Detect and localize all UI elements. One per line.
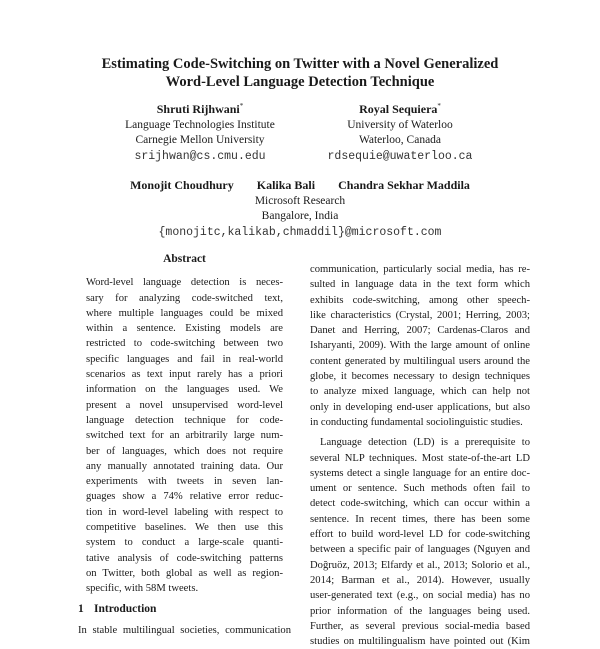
author-affiliation: Waterloo, Canada bbox=[358, 134, 442, 146]
group-author-names bbox=[0, 178, 600, 194]
author-block-1 bbox=[80, 99, 320, 164]
paper-title-line-2: Word-Level Language Detection Technique bbox=[165, 74, 435, 90]
text-line: between a specific pair of languages (Nguyen and bbox=[310, 544, 530, 556]
text-line: switched text for an arbitrarily large num- bbox=[86, 430, 283, 442]
abstract-heading: Abstract bbox=[163, 253, 206, 265]
text-line: content generated by multilingual users around the bbox=[310, 355, 530, 367]
author-marker: * bbox=[437, 102, 441, 110]
text-line: user-generated text (e.g., on social media) has no bbox=[310, 590, 530, 602]
text-line: in conducting fundamental sociolinguistic studies. bbox=[310, 416, 523, 428]
group-organization: Microsoft Research bbox=[254, 194, 346, 207]
text-line: prior information of the languages being used. bbox=[310, 605, 530, 617]
paragraph bbox=[310, 435, 530, 649]
author-email[interactable]: srijhwan@cs.cmu.edu bbox=[134, 149, 266, 163]
author-name: Kalika Bali bbox=[256, 178, 316, 192]
text-line: to analyze mixed language, which can help not bbox=[310, 386, 530, 398]
left-column bbox=[78, 252, 291, 638]
text-line: information on the languages used. We bbox=[86, 384, 283, 396]
text-line: 2014; Barman et al., 2014). However, usually bbox=[310, 574, 530, 586]
text-line: Isharyanti, 2009). With the large amount of online bbox=[310, 340, 530, 352]
text-line: competitive baselines. We then use this bbox=[86, 522, 283, 534]
author-marker: * bbox=[239, 102, 244, 110]
text-line: globe, it becomes necessary to design techniques bbox=[310, 371, 530, 383]
text-line: several NLP techniques. Most state-of-the-art LD bbox=[310, 452, 530, 464]
text-line: experiments with tweets in seven lan- bbox=[86, 476, 283, 488]
author-email[interactable]: rdsequie@uwaterloo.ca bbox=[327, 149, 473, 163]
section-heading-introduction bbox=[78, 602, 291, 617]
text-line: restricted to code-switching between two bbox=[86, 338, 283, 350]
author-name: Monojit Choudhury bbox=[130, 178, 234, 192]
text-line: sulted in language data in the text form which bbox=[310, 279, 530, 291]
text-line: Word-level language detection is neces- bbox=[86, 277, 283, 289]
author-affiliation: University of Waterloo bbox=[347, 118, 453, 131]
abstract-body bbox=[78, 275, 291, 596]
text-line: specific languages and fail in real-world bbox=[86, 353, 283, 365]
text-line: scenarios as text input rarely has a priori bbox=[86, 369, 283, 381]
text-line: sary for analyzing code-switched text, bbox=[86, 292, 283, 304]
text-line: within a sentence. Existing models are bbox=[86, 323, 283, 335]
text-line: on Twitter, both global as well as region- bbox=[86, 567, 283, 579]
text-line: guages show a 74% relative error reduc- bbox=[86, 491, 283, 503]
text-line: communication, particularly social media, has re- bbox=[310, 264, 530, 275]
group-author-block bbox=[0, 178, 600, 240]
text-line: sentence. In recent times, there has been some bbox=[310, 513, 530, 525]
text-line: tative analysis of code-switching patterns bbox=[86, 552, 283, 564]
text-line: Danet and Herring, 2007; Cardenas-Claros and bbox=[310, 325, 530, 337]
author-affiliation: Carnegie Mellon University bbox=[135, 134, 265, 146]
author-name: Royal Sequiera bbox=[359, 102, 438, 116]
author-name: Shruti Rijhwani bbox=[156, 102, 240, 116]
text-line: where multiple languages could be mixed bbox=[86, 307, 283, 319]
text-line: tion in word-level labeling with respect to bbox=[86, 506, 283, 518]
text-line: like characteristics (Crystal, 2001; Herring, 2003; bbox=[310, 309, 530, 321]
section-title: Introduction bbox=[94, 602, 157, 615]
text-line: effort to build word-level LD for code-switching bbox=[310, 529, 530, 541]
text-line: present a novel unsupervised word-level bbox=[86, 399, 283, 411]
section-number: 1 bbox=[78, 602, 84, 615]
paragraph bbox=[310, 262, 530, 430]
text-line: any manually annotated training data. Our bbox=[86, 460, 283, 472]
text-line: specific, with 58M tweets. bbox=[86, 583, 199, 595]
text-line: Language detection (LD) is a prerequisite to bbox=[320, 437, 530, 449]
text-line: exhibits code-switching, among other speech- bbox=[310, 294, 530, 306]
author-name: Chandra Sekhar Maddila bbox=[338, 178, 470, 192]
author-block-2 bbox=[290, 99, 510, 164]
text-line: language detection technique for code- bbox=[86, 414, 283, 426]
paper-title bbox=[0, 55, 600, 91]
text-line: systems detect a single language for an entire doc- bbox=[310, 467, 530, 479]
text-line: Further, as several previous social-media based bbox=[310, 620, 530, 632]
right-column bbox=[310, 262, 530, 649]
body-text-line: In stable multilingual societies, communication bbox=[78, 624, 291, 636]
text-line: system to conduct a large-scale quanti- bbox=[86, 537, 283, 549]
text-line: detect code-switching, which can occur within a bbox=[310, 498, 530, 510]
author-affiliation: Language Technologies Institute bbox=[125, 118, 275, 131]
group-email[interactable]: {monojitc,kalikab,chmaddil}@microsoft.com bbox=[158, 225, 442, 239]
text-line: only in developing end-user applications, but also bbox=[310, 401, 530, 413]
text-line: ber of languages, which does not require bbox=[86, 445, 283, 457]
text-line: studies on multilingualism have pointed out (Kim bbox=[310, 636, 530, 648]
group-location: Bangalore, India bbox=[261, 210, 339, 222]
text-line: ument or sentence. Such methods often fail to bbox=[310, 483, 530, 495]
paper-title-line-1: Estimating Code-Switching on Twitter with a Novel Generalized bbox=[101, 56, 499, 72]
text-line: Doğruöz, 2013; Elfardy et al., 2013; Solorio et al., bbox=[310, 559, 530, 571]
